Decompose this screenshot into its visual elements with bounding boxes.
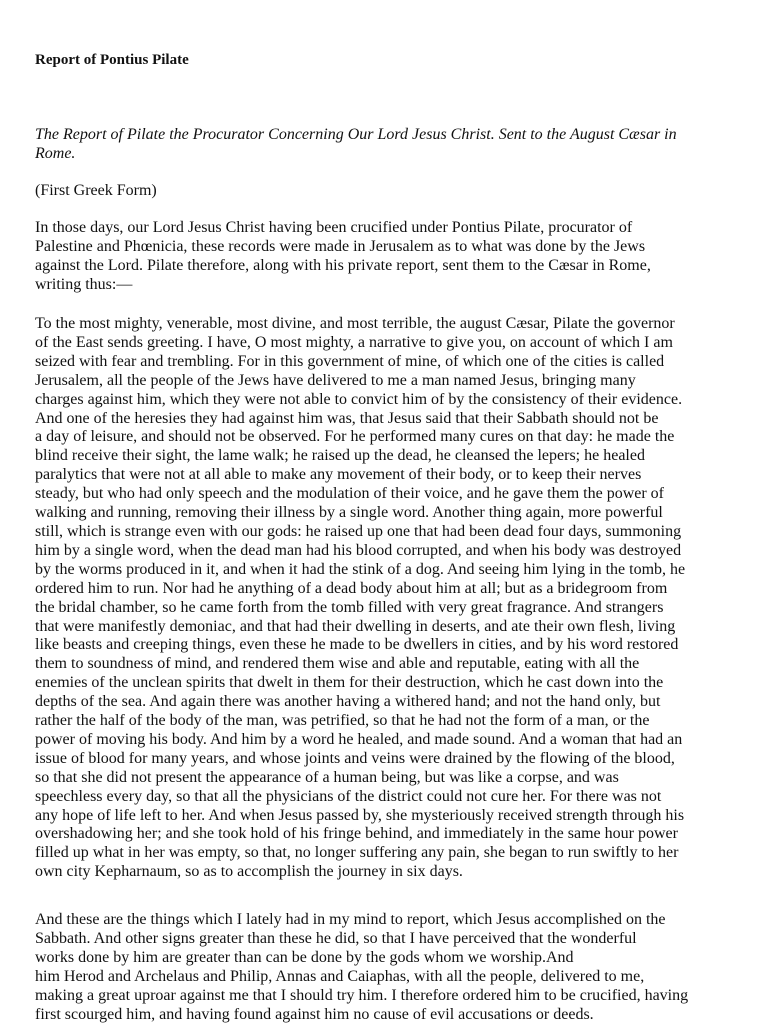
text-line: by the worms produced in it, and when it had the stink of a dog. And seeing him lying in the tomb, he	[35, 560, 686, 578]
text-line: In those days, our Lord Jesus Christ having been crucified under Pontius Pilate, procurator of	[35, 219, 633, 236]
text-line: And these are the things which I lately had in my mind to report, which Jesus accomplished on the	[35, 911, 666, 928]
text-line: like beasts and creeping things, even these he made to be dwellers in cities, and by his word restored	[35, 636, 679, 654]
text-line: first scourged him, and having found against him no cause of evil accusations or deeds.	[35, 1005, 594, 1023]
text-line: charges against him, which they were not able to convict him of by the consistency of their evidence.	[35, 390, 683, 408]
text-line: the bridal chamber, so he came forth from the tomb filled with very great fragrance. And strangers	[35, 598, 664, 616]
text-line: steady, but who had only speech and the modulation of their voice, and he gave them the power of	[35, 485, 664, 503]
text-line: seized with fear and trembling. For in this government of mine, of which one of the cities is called	[35, 352, 665, 370]
text-line: a day of leisure, and should not be observed. For he performed many cures on that day: he made the	[35, 428, 675, 446]
paragraph-conclusion	[35, 911, 688, 1024]
text-line: power of moving his body. And him by a word he healed, and made sound. And a woman that had an	[35, 730, 683, 748]
text-line: Jerusalem, all the people of the Jews have delivered to me a man named Jesus, bringing many	[35, 371, 636, 389]
text-line: Sabbath. And other signs greater than these he did, so that I have perceived that the wonderful	[35, 929, 637, 947]
text-line: To the most mighty, venerable, most divine, and most terrible, the august Cæsar, Pilate the governor	[35, 315, 675, 332]
text-line: enemies of the unclean spirits that dwelt in them for their destruction, which he cast down into the	[35, 674, 664, 692]
text-line: Palestine and Phœnicia, these records were made in Jerusalem as to what was done by the Jews	[35, 237, 646, 255]
text-line: filled up what in her was empty, so that, no longer suffering any pain, she began to run swiftly to her	[35, 844, 679, 862]
text-line: so that she did not present the appearance of a human being, but was like a corpse, and was	[35, 768, 619, 786]
paragraph-intro	[35, 219, 651, 295]
document-title: Report of Pontius Pilate	[35, 52, 189, 68]
text-line: And one of the heresies they had against him was, that Jesus said that their Sabbath should not be	[35, 409, 659, 427]
subtitle-line: Rome.	[35, 145, 76, 162]
text-line: that were manifestly demoniac, and that had their dwelling in deserts, and ate their own flesh, living	[35, 617, 676, 635]
text-line: of the East sends greeting. I have, O most mighty, a narrative to give you, on account of which I am	[35, 333, 673, 351]
text-line: still, which is strange even with our gods: he raised up one that had been dead four days, summoning	[35, 522, 682, 540]
text-line: blind receive their sight, the lame walk; he raised up the dead, he cleansed the lepers; he healed	[35, 447, 645, 465]
text-line: them to soundness of mind, and rendered them wise and able and reputable, eating with all the	[35, 655, 640, 673]
paragraph-report	[35, 315, 685, 882]
text-line: rather the half of the body of the man, was petrified, so that he had not the form of a man, or the	[35, 712, 650, 730]
text-line: any hope of life left to her. And when Jesus passed by, she mysteriously received strength through his	[35, 806, 685, 824]
text-line: overshadowing her; and she took hold of his fringe behind, and immediately in the same hour power	[35, 825, 678, 843]
text-line: depths of the sea. And again there was another having a withered hand; and not the hand only, but	[35, 693, 661, 711]
document-subtitle	[35, 125, 677, 163]
text-line: speechless every day, so that all the physicians of the district could not cure her. For there was not	[35, 787, 662, 805]
text-line: works done by him are greater than can be done by the gods whom we worship.And	[35, 948, 574, 966]
text-line: him by a single word, when the dead man had his blood corrupted, and when his body was destroyed	[35, 541, 682, 559]
text-line: paralytics that were not at all able to make any movement of their body, or to keep their nerves	[35, 466, 642, 484]
text-line: walking and running, removing their illness by a single word. Another thing again, more powerful	[35, 504, 663, 522]
text-line: ordered him to run. Nor had he anything of a dead body about him at all; but as a bridegroom from	[35, 579, 668, 597]
text-line: him Herod and Archelaus and Philip, Annas and Caiaphas, with all the people, delivered to me,	[35, 967, 645, 985]
text-line: writing thus:—	[35, 275, 133, 293]
text-line: making a great uproar against me that I should try him. I therefore ordered him to be crucified, having	[35, 986, 689, 1004]
subtitle-line: The Report of Pilate the Procurator Concerning Our Lord Jesus Christ. Sent to the August Cæsar in	[35, 126, 677, 143]
text-line: issue of blood for many years, and whose joints and veins were drained by the flowing of the blood,	[35, 749, 675, 767]
text-line: own city Kepharnaum, so as to accomplish the journey in six days.	[35, 863, 463, 881]
form-note: (First Greek Form)	[35, 182, 157, 199]
text-line: against the Lord. Pilate therefore, along with his private report, sent them to the Cæsar in Rome,	[35, 256, 651, 274]
